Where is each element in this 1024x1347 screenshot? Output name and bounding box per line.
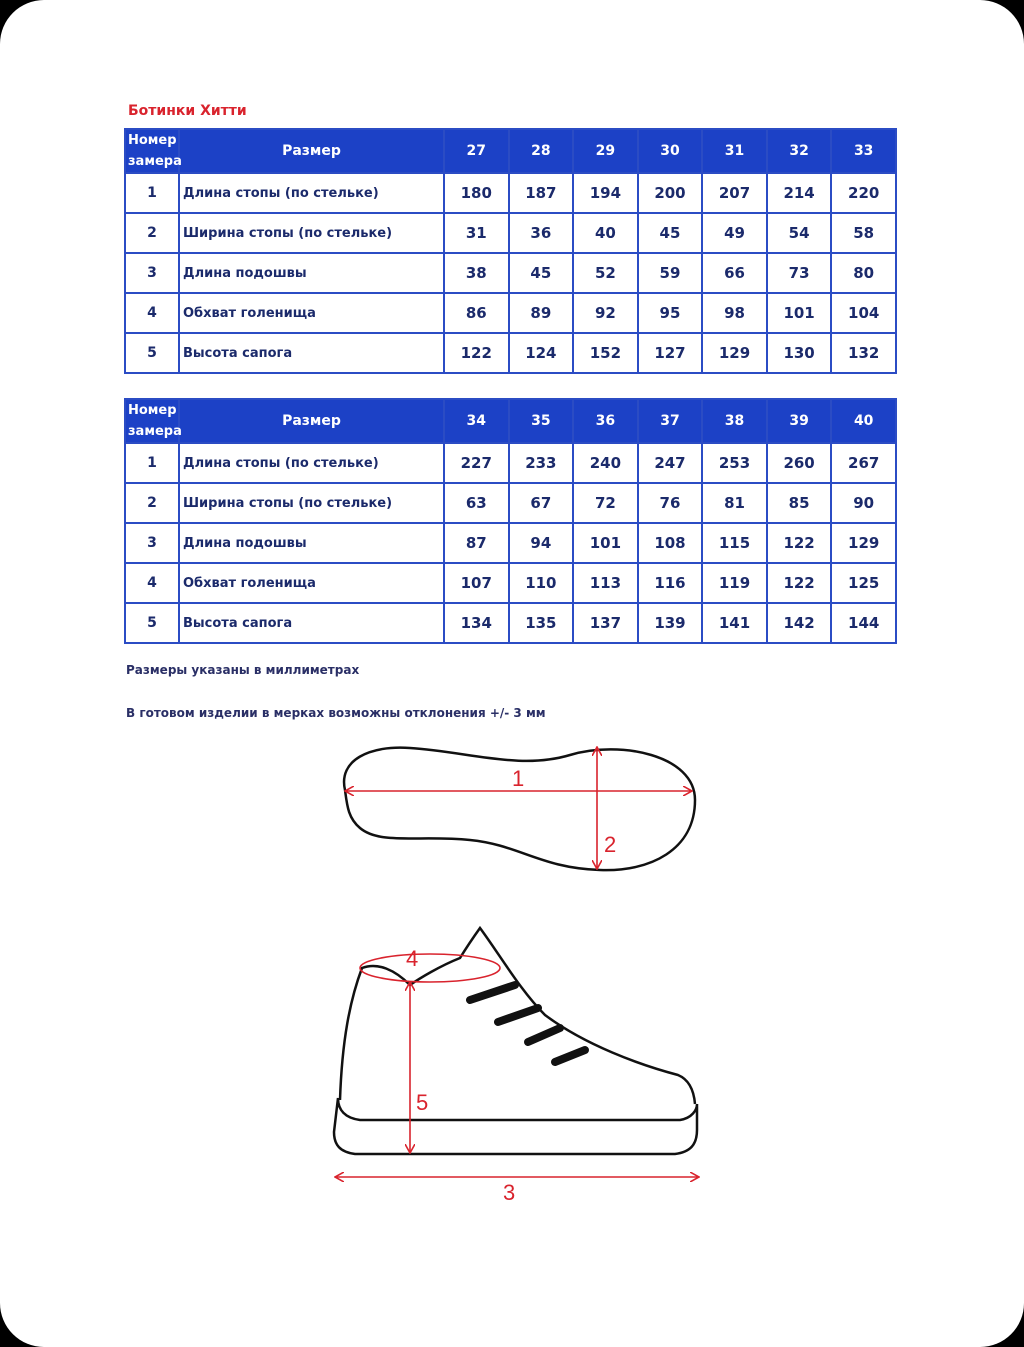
size-col-header: 27: [444, 129, 509, 173]
header-num-line2: замера: [128, 154, 182, 169]
measure-number-cell: 3: [125, 253, 179, 293]
value-cell: 233: [509, 443, 574, 483]
value-cell: 76: [638, 483, 703, 523]
measure-name-cell: Обхват голенища: [179, 563, 444, 603]
measure-number-cell: 2: [125, 483, 179, 523]
measure-name-cell: Длина подошвы: [179, 253, 444, 293]
value-cell: 260: [767, 443, 832, 483]
size-header: Размер: [179, 399, 444, 443]
measure-name-cell: Ширина стопы (по стельке): [179, 213, 444, 253]
measure-number-cell: 1: [125, 443, 179, 483]
value-cell: 107: [444, 563, 509, 603]
size-col-header: 40: [831, 399, 896, 443]
measure-name-cell: Высота сапога: [179, 603, 444, 643]
measure-number-cell: 1: [125, 173, 179, 213]
value-cell: 80: [831, 253, 896, 293]
value-cell: 36: [509, 213, 574, 253]
header-num-line2: замера: [128, 424, 182, 439]
value-cell: 122: [767, 563, 832, 603]
value-cell: 180: [444, 173, 509, 213]
size-col-header: 34: [444, 399, 509, 443]
value-cell: 101: [573, 523, 638, 563]
value-cell: 130: [767, 333, 832, 373]
value-cell: 115: [702, 523, 767, 563]
value-cell: 253: [702, 443, 767, 483]
value-cell: 141: [702, 603, 767, 643]
value-cell: 85: [767, 483, 832, 523]
measure-number-cell: 5: [125, 603, 179, 643]
value-cell: 89: [509, 293, 574, 333]
value-cell: 94: [509, 523, 574, 563]
value-cell: 59: [638, 253, 703, 293]
label-5: 5: [416, 1090, 429, 1115]
size-col-header: 32: [767, 129, 832, 173]
value-cell: 152: [573, 333, 638, 373]
value-cell: 72: [573, 483, 638, 523]
measure-name-cell: Ширина стопы (по стельке): [179, 483, 444, 523]
value-cell: 240: [573, 443, 638, 483]
value-cell: 86: [444, 293, 509, 333]
measure-name-cell: Обхват голенища: [179, 293, 444, 333]
value-cell: 132: [831, 333, 896, 373]
value-cell: 119: [702, 563, 767, 603]
measure-number-cell: 2: [125, 213, 179, 253]
value-cell: 87: [444, 523, 509, 563]
value-cell: 129: [831, 523, 896, 563]
value-cell: 95: [638, 293, 703, 333]
measure-number-cell: 4: [125, 293, 179, 333]
size-col-header: 36: [573, 399, 638, 443]
measure-number-cell: 5: [125, 333, 179, 373]
value-cell: 110: [509, 563, 574, 603]
measure-name-cell: Высота сапога: [179, 333, 444, 373]
tolerance-note: В готовом изделии в мерках возможны отклонения +/- 3 мм: [126, 706, 546, 720]
value-cell: 187: [509, 173, 574, 213]
value-cell: 52: [573, 253, 638, 293]
value-cell: 31: [444, 213, 509, 253]
boot-sole-outline: [334, 1098, 697, 1154]
value-cell: 122: [444, 333, 509, 373]
value-cell: 40: [573, 213, 638, 253]
label-1: 1: [512, 766, 525, 791]
units-note: Размеры указаны в миллиметрах: [126, 663, 360, 677]
value-cell: 58: [831, 213, 896, 253]
size-col-header: 38: [702, 399, 767, 443]
value-cell: 124: [509, 333, 574, 373]
value-cell: 90: [831, 483, 896, 523]
size-col-header: 39: [767, 399, 832, 443]
label-3: 3: [503, 1180, 516, 1205]
measure-number-cell: 3: [125, 523, 179, 563]
value-cell: 81: [702, 483, 767, 523]
size-header: Размер: [179, 129, 444, 173]
value-cell: 63: [444, 483, 509, 523]
value-cell: 108: [638, 523, 703, 563]
value-cell: 38: [444, 253, 509, 293]
value-cell: 101: [767, 293, 832, 333]
measure-name-cell: Длина стопы (по стельке): [179, 443, 444, 483]
value-cell: 207: [702, 173, 767, 213]
value-cell: 134: [444, 603, 509, 643]
value-cell: 113: [573, 563, 638, 603]
size-col-header: 37: [638, 399, 703, 443]
measure-name-cell: Длина стопы (по стельке): [179, 173, 444, 213]
value-cell: 54: [767, 213, 832, 253]
label-2: 2: [604, 832, 617, 857]
value-cell: 247: [638, 443, 703, 483]
value-cell: 142: [767, 603, 832, 643]
measure-number-cell: 4: [125, 563, 179, 603]
size-col-header: 33: [831, 129, 896, 173]
label-4: 4: [406, 946, 419, 971]
value-cell: 67: [509, 483, 574, 523]
value-cell: 104: [831, 293, 896, 333]
value-cell: 122: [767, 523, 832, 563]
size-col-header: 29: [573, 129, 638, 173]
value-cell: 129: [702, 333, 767, 373]
value-cell: 92: [573, 293, 638, 333]
size-col-header: 31: [702, 129, 767, 173]
value-cell: 194: [573, 173, 638, 213]
value-cell: 267: [831, 443, 896, 483]
value-cell: 116: [638, 563, 703, 603]
value-cell: 45: [509, 253, 574, 293]
header-num-line1: Номер: [128, 403, 177, 418]
value-cell: 144: [831, 603, 896, 643]
size-col-header: 35: [509, 399, 574, 443]
value-cell: 227: [444, 443, 509, 483]
value-cell: 135: [509, 603, 574, 643]
value-cell: 45: [638, 213, 703, 253]
value-cell: 214: [767, 173, 832, 213]
value-cell: 220: [831, 173, 896, 213]
size-col-header: 28: [509, 129, 574, 173]
measure-name-cell: Длина подошвы: [179, 523, 444, 563]
header-num-line1: Номер: [128, 133, 177, 148]
product-title: Ботинки Хитти: [128, 103, 247, 119]
value-cell: 125: [831, 563, 896, 603]
value-cell: 98: [702, 293, 767, 333]
value-cell: 127: [638, 333, 703, 373]
size-col-header: 30: [638, 129, 703, 173]
value-cell: 137: [573, 603, 638, 643]
value-cell: 49: [702, 213, 767, 253]
value-cell: 73: [767, 253, 832, 293]
value-cell: 139: [638, 603, 703, 643]
value-cell: 66: [702, 253, 767, 293]
value-cell: 200: [638, 173, 703, 213]
